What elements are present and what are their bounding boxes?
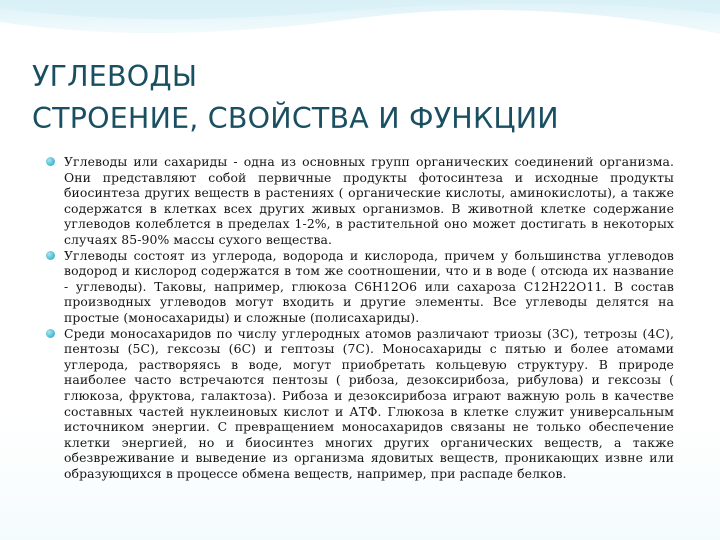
bullet-item <box>46 248 674 326</box>
bullet-item <box>46 154 674 248</box>
slide-title <box>32 56 559 140</box>
circle-bullet-icon <box>46 329 55 338</box>
bullet-text: Углеводы состоят из углерода, водорода и кислорода, причем у большинства углеводов водород и кислород содержатся в том же соотношении, что и в воде ( отсюда их название - углеводы). Таковы, например, глюкоза С6Н12О6 или сахароза С12Н22О11. В состав производных углеводов могут входить и другие элементы. Все углеводы делятся на простые (моносахариды) и сложные (полисахариды). <box>64 247 674 325</box>
bullet-item <box>46 326 674 482</box>
bullet-text: Углеводы или сахариды - одна из основных групп органических соединений организма. Они представляют собой первичные продукты фотосинтеза и исходные продукты биосинтеза других веществ в растениях ( органические кислоты, аминокислоты), а также содержатся в клетках всех других живых организмов. В животной клетке содержание углеводов колеблется в пределах 1-2%, в растительной оно может достигать в некоторых случаях 85-90% массы сухого вещества. <box>64 154 674 247</box>
circle-bullet-icon <box>46 157 55 166</box>
bullet-text: Среди моносахаридов по числу углеродных атомов различают триозы (3С), тетрозы (4С), пентозы (5С), гексозы (6С) и гептозы (7С). Моносахариды с пятью и более атомами углерода, растворяясь в воде, могут приобретать кольцевую структуру. В природе наиболее часто встречаются пентозы ( рибоза, дезоксирибоза, рибулова) и гексозы ( глюкоза, фруктова, галактоза). Рибоза и дезоксирибоза играют важную роль в качестве составных частей нуклеиновых кислот и АТФ. Глюкоза в клетке служит универсальным источником энергии. С превращением моносахаридов связаны не только обеспечение клетки энергией, но и биосинтез многих других органических веществ, а также обезвреживание и выведение из организма ядовитых веществ, проникающих извне или образующихся в процессе обмена веществ, например, при распаде белков. <box>64 325 674 481</box>
slide-title-line-2: СТРОЕНИЕ, СВОЙСТВА И ФУНКЦИИ <box>32 102 559 135</box>
bullet-list <box>46 154 674 481</box>
slide-title-line-1: УГЛЕВОДЫ <box>32 60 198 93</box>
circle-bullet-icon <box>46 251 55 260</box>
